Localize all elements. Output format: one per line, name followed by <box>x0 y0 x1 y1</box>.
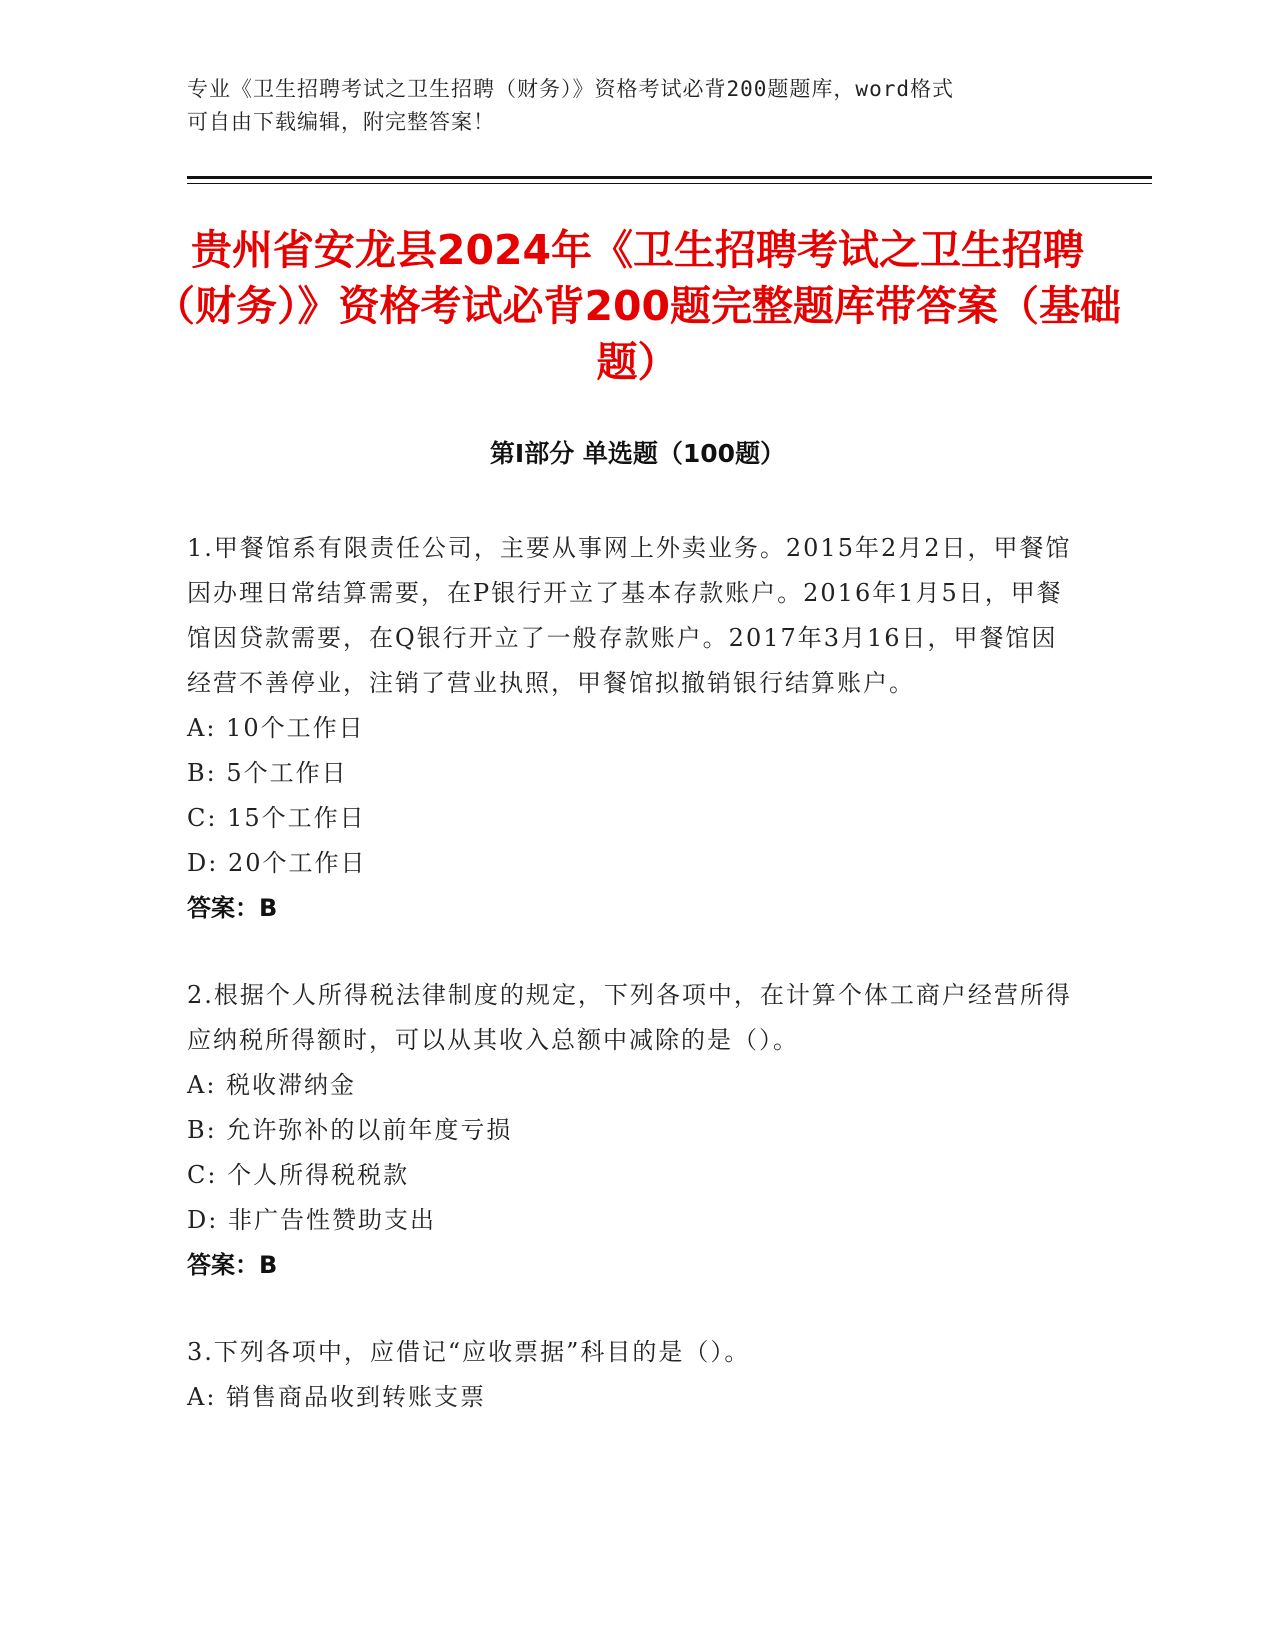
header-divider-thin <box>187 183 1152 184</box>
option-c: C: 15个工作日 <box>187 804 366 832</box>
header-note <box>187 73 1067 139</box>
question-answer: 答案：B <box>187 1251 278 1279</box>
section-title: 第Ⅰ部分 单选题（100题） <box>489 439 786 468</box>
option-c: C: 个人所得税税款 <box>187 1161 410 1189</box>
question-list <box>187 526 1077 1462</box>
option-a: A: 税收滞纳金 <box>187 1071 357 1099</box>
header-divider-thick <box>187 176 1152 179</box>
question-stem: 1.甲餐馆系有限责任公司，主要从事网上外卖业务。2015年2月2日，甲餐馆因办理日常结算需要，在P银行开立了基本存款账户。2016年1月5日，甲餐馆因贷款需要，在Q银行开立了一般存款账户。2017年3月16日，甲餐馆因经营不善停业，注销了营业执照，甲餐馆拟撤销银行结算账户。 <box>187 534 1072 697</box>
header-note-line-1: 专业《卫生招聘考试之卫生招聘（财务）》资格考试必背200题题库，word格式 <box>187 77 954 101</box>
question-1 <box>187 526 1077 931</box>
option-b: B: 允许弥补的以前年度亏损 <box>187 1116 513 1144</box>
option-d: D: 非广告性赞助支出 <box>187 1206 436 1234</box>
option-b: B: 5个工作日 <box>187 759 348 787</box>
option-a: A: 10个工作日 <box>187 714 365 742</box>
question-answer: 答案：B <box>187 894 278 922</box>
document-title: 贵州省安龙县2024年《卫生招聘考试之卫生招聘（财务）》资格考试必背200题完整题库带答案（基础题） <box>153 226 1122 386</box>
question-3 <box>187 1330 1077 1420</box>
question-stem: 3.下列各项中，应借记“应收票据”科目的是（）。 <box>187 1338 751 1366</box>
option-d: D: 20个工作日 <box>187 849 367 877</box>
question-stem: 2.根据个人所得税法律制度的规定，下列各项中，在计算个体工商户经营所得应纳税所得额时，可以从其收入总额中减除的是（）。 <box>187 981 1072 1054</box>
header-note-line-2: 可自由下载编辑，附完整答案！ <box>187 110 495 134</box>
question-2 <box>187 973 1077 1288</box>
option-a: A: 销售商品收到转账支票 <box>187 1383 487 1411</box>
